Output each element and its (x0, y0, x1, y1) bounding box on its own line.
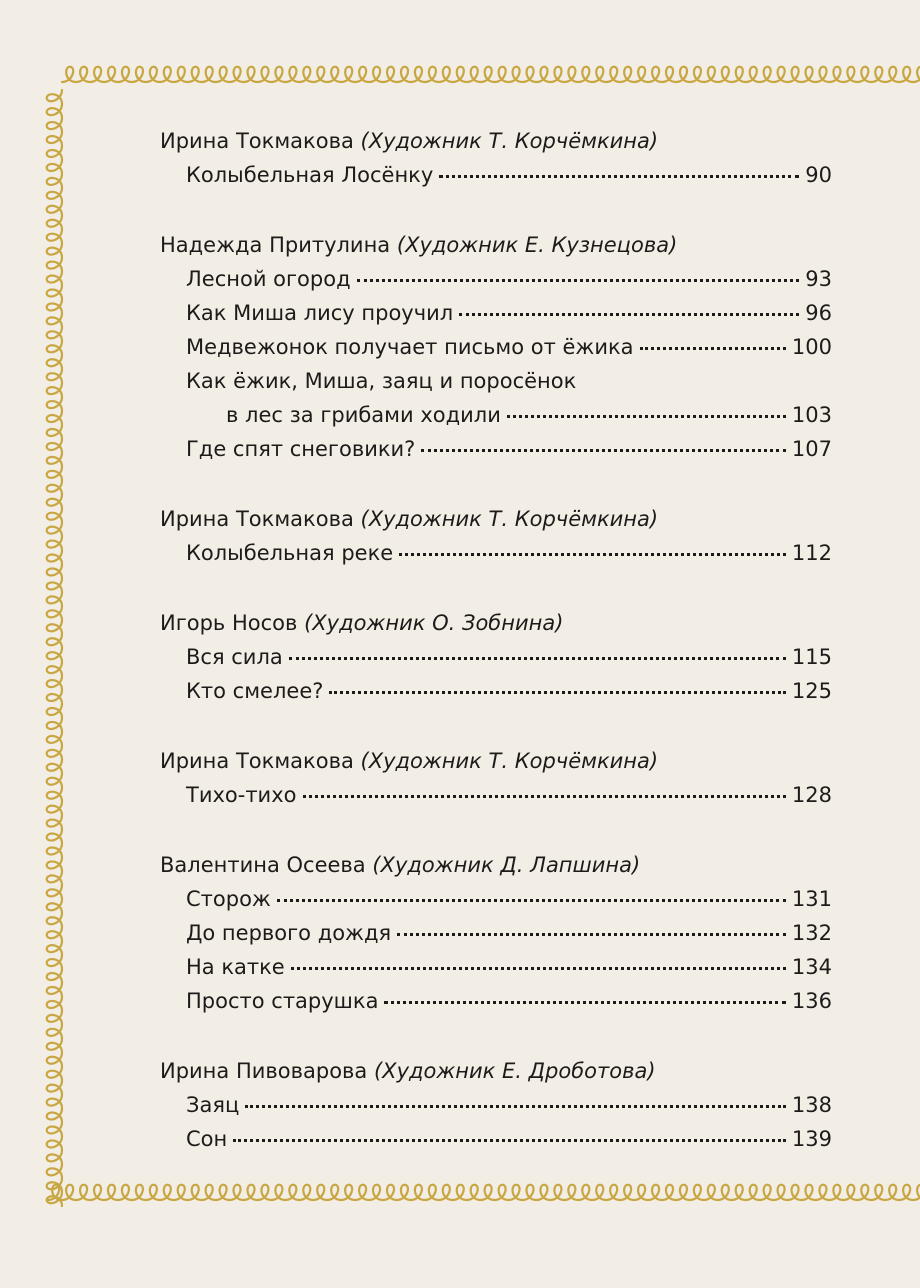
entry-title: До первого дождя (186, 921, 392, 945)
toc-section (160, 1054, 832, 1156)
author-name: Ирина Токмакова (160, 129, 354, 153)
author-line (160, 1054, 832, 1088)
dot-leader (303, 793, 786, 798)
page-number: 131 (791, 887, 832, 911)
dot-leader (507, 413, 786, 418)
author-name: Ирина Токмакова (160, 749, 354, 773)
author-name: Надежда Притулина (160, 233, 391, 257)
entry-title-line-2: в лес за грибами ходили (226, 403, 501, 427)
toc-entry (160, 778, 832, 812)
toc-entry (160, 916, 832, 950)
page-number: 103 (791, 403, 832, 427)
page-number: 100 (791, 335, 832, 359)
entry-title: Кто смелее? (186, 679, 324, 703)
dot-leader (233, 1137, 786, 1142)
author-line (160, 124, 832, 158)
entry-title: Медвежонок получает письмо от ёжика (186, 335, 634, 359)
author-line (160, 502, 832, 536)
page-number: 90 (805, 163, 832, 187)
author-name: Валентина Осеева (160, 853, 366, 877)
illustrator-credit: (Художник Е. Кузнецова) (396, 233, 678, 257)
toc-entry (160, 984, 832, 1018)
page-number: 93 (805, 267, 832, 291)
author-line (160, 848, 832, 882)
dot-leader (291, 965, 786, 970)
author-name: Игорь Носов (160, 611, 298, 635)
illustrator-credit: (Художник Т. Корчёмкина) (360, 129, 659, 153)
toc-entry (160, 296, 832, 330)
toc-section (160, 744, 832, 812)
illustrator-credit: (Художник Е. Дроботова) (373, 1059, 656, 1083)
toc-entry (160, 1088, 832, 1122)
dot-leader (399, 551, 786, 556)
illustrator-credit: (Художник Т. Корчёмкина) (360, 749, 659, 773)
author-line (160, 606, 832, 640)
entry-title: Лесной огород (186, 267, 351, 291)
dot-leader (439, 173, 799, 178)
entry-title: Как Миша лису проучил (186, 301, 454, 325)
illustrator-credit: (Художник Д. Лапшина) (372, 853, 641, 877)
entry-title: Сторож (186, 887, 271, 911)
dot-leader (289, 655, 786, 660)
toc-section (160, 124, 832, 192)
toc-entry (160, 330, 832, 364)
entry-title: Сон (186, 1127, 228, 1151)
toc-entry (160, 674, 832, 708)
entry-title-line-1: Как ёжик, Миша, заяц и поросёнок (186, 369, 577, 393)
toc-entry (160, 536, 832, 570)
table-of-contents (160, 124, 832, 1192)
entry-title: Заяц (186, 1093, 240, 1117)
entry-title: Вся сила (186, 645, 283, 669)
entry-title: Тихо-тихо (186, 783, 297, 807)
toc-section (160, 848, 832, 1018)
toc-entry (160, 158, 832, 192)
dot-leader (397, 931, 786, 936)
entry-title: Просто старушка (186, 989, 379, 1013)
illustrator-credit: (Художник О. Зобнина) (304, 611, 564, 635)
author-line (160, 228, 832, 262)
toc-entry (160, 882, 832, 916)
toc-entry (160, 1122, 832, 1156)
dot-leader (277, 897, 786, 902)
page-number: 125 (791, 679, 832, 703)
page-number: 139 (791, 1127, 832, 1151)
dot-leader (640, 345, 786, 350)
author-name: Ирина Пивоварова (160, 1059, 368, 1083)
toc-entry (160, 640, 832, 674)
toc-section (160, 606, 832, 708)
page-number: 115 (791, 645, 832, 669)
dot-leader (384, 999, 785, 1004)
toc-entry (160, 262, 832, 296)
entry-title: Колыбельная реке (186, 541, 394, 565)
toc-section (160, 228, 832, 466)
page-number: 132 (791, 921, 832, 945)
author-line (160, 744, 832, 778)
page-number: 112 (791, 541, 832, 565)
dot-leader (357, 277, 800, 282)
illustrator-credit: (Художник Т. Корчёмкина) (360, 507, 659, 531)
page-number: 136 (791, 989, 832, 1013)
dot-leader (329, 689, 786, 694)
dot-leader (459, 311, 799, 316)
dot-leader (245, 1103, 786, 1108)
entry-title: На катке (186, 955, 285, 979)
toc-section (160, 502, 832, 570)
page-number: 96 (805, 301, 832, 325)
page-number: 134 (791, 955, 832, 979)
page-number: 128 (791, 783, 832, 807)
entry-title: Колыбельная Лосёнку (186, 163, 434, 187)
author-name: Ирина Токмакова (160, 507, 354, 531)
page-number: 107 (791, 437, 832, 461)
dot-leader (421, 447, 786, 452)
toc-entry (160, 432, 832, 466)
toc-entry (160, 364, 832, 432)
toc-entry (160, 950, 832, 984)
entry-title: Где спят снеговики? (186, 437, 416, 461)
page-number: 138 (791, 1093, 832, 1117)
